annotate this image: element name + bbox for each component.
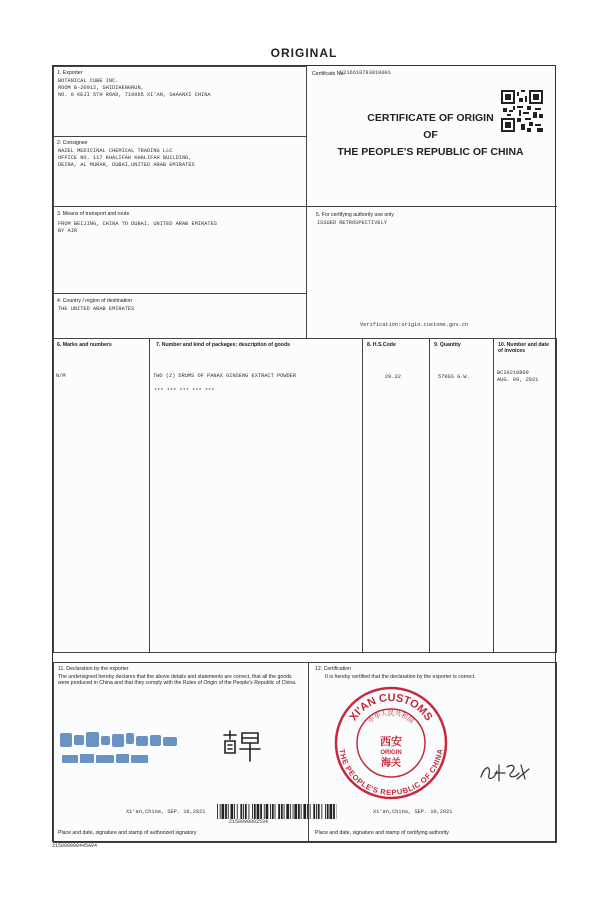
consignee-line-1: NAZEL MEDICINAL CHEMICAL TRADING LLC bbox=[58, 148, 173, 154]
certification-place-date: Xi'an,China, SEP. 10,2021 bbox=[373, 809, 453, 815]
declaration-label: 11. Declaration by the exporter bbox=[58, 666, 129, 672]
document-id: 215000000445A04 bbox=[52, 843, 98, 849]
exporter-line-3: NO. 8 KEJI 5TH ROAD, 710065 XI'AN, SHAANXI CHINA bbox=[58, 92, 211, 98]
certificate-title-line-3: THE PEOPLE'S REPUBLIC OF CHINA bbox=[337, 146, 524, 158]
exporter-box bbox=[53, 66, 307, 137]
authority-use-box bbox=[306, 206, 557, 339]
exporter-line-2: ROOM B-20912, SHIDIHENGRUN, bbox=[58, 85, 144, 91]
declaration-place-date: Xi'an,China, SEP. 10,2021 bbox=[126, 809, 206, 815]
stamp-outer-top: XI'AN CUSTOMS bbox=[347, 691, 435, 724]
transport-line-2: BY AIR bbox=[58, 228, 78, 234]
consignee-line-3: DEIRA, AL MURAR, DUBAI,UNITED ARAB EMIRATES bbox=[58, 162, 195, 168]
destination-label: 4. Country / region of destination bbox=[57, 298, 132, 304]
svg-text:中华人民共和国 bbox=[366, 708, 416, 725]
verification-url: Verification:origin.customs.gov.cn bbox=[360, 322, 469, 328]
certificate-title-line-2: OF bbox=[423, 129, 438, 141]
certification-text: It is hereby certified that the declaration by the exporter is correct. bbox=[325, 674, 476, 680]
certification-footer: Place and date, signature and stamp of certifying authority bbox=[315, 830, 449, 836]
stamp-outer-bottom: THE PEOPLE'S REPUBLIC OF CHINA bbox=[337, 748, 445, 798]
invoice-column bbox=[493, 338, 557, 653]
hs-code-column bbox=[362, 338, 430, 653]
authority-signature-icon bbox=[477, 759, 533, 785]
stamp-center-cn: 西安 bbox=[380, 735, 402, 748]
consignee-line-2: OFFICE NO. 117 KHALIFAH KHALIFAH BUILDING, bbox=[58, 155, 192, 161]
quantity-header: 9. Quantity bbox=[434, 342, 461, 348]
transport-line-1: FROM BEIJING, CHINA TO DUBAI, UNITED ARAB EMIRATES bbox=[58, 221, 217, 227]
transport-label: 3. Means of transport and route bbox=[57, 211, 130, 217]
barcode-number: 2150000002534 bbox=[229, 819, 269, 825]
authority-use-value: ISSUED RETROSPECTIVELY bbox=[317, 220, 387, 226]
certification-label: 12. Certification bbox=[315, 666, 352, 672]
certification-box bbox=[308, 662, 557, 843]
marks-value: N/M bbox=[56, 373, 66, 379]
certificate-page bbox=[52, 46, 556, 849]
destination-value: THE UNITED ARAB EMIRATES bbox=[58, 306, 135, 312]
consignee-box bbox=[53, 136, 307, 207]
company-seal-icon bbox=[58, 727, 198, 767]
exporter-label: 1. Exporter bbox=[57, 70, 83, 76]
original-header: ORIGINAL bbox=[270, 46, 338, 60]
barcode-icon bbox=[217, 804, 337, 819]
hs-code-header: 8. H.S.Code bbox=[367, 342, 396, 348]
marks-header: 6. Marks and numbers bbox=[57, 342, 112, 348]
exporter-signature-icon bbox=[220, 729, 264, 763]
declaration-text: The undersigned hereby declares that the above details and statements are correct, that all the goods were produced in China and that they comply with the Rules of Origin of the People's Republic of China. bbox=[58, 674, 297, 686]
quantity-column bbox=[429, 338, 494, 653]
certificate-frame bbox=[52, 65, 556, 842]
description-stars: *** *** *** *** *** bbox=[154, 388, 215, 394]
quantity-value: 57KGS G.W. bbox=[438, 374, 470, 380]
consignee-label: 2. Consignee bbox=[57, 140, 88, 146]
hs-code-value: 29.32 bbox=[385, 374, 401, 380]
invoice-no: BC20210809 bbox=[497, 370, 529, 376]
certificate-title-line-1: CERTIFICATE OF ORIGIN bbox=[367, 112, 494, 124]
description-value: TWO (2) DRUMS OF PANAX GINSENG EXTRACT POWDER bbox=[153, 373, 297, 379]
exporter-line-1: BOTANICAL CUBE INC. bbox=[58, 78, 119, 84]
certificate-no-value: C216610783010001 bbox=[340, 70, 391, 76]
transport-box bbox=[53, 206, 307, 294]
marks-column bbox=[53, 338, 150, 653]
certificate-no-label: Certificate No. bbox=[312, 71, 345, 77]
invoice-header: 10. Number and date of invoices bbox=[498, 342, 550, 354]
stamp-center-en: ORIGIN bbox=[380, 750, 402, 756]
stamp-inner-cn: 中华人民共和国 bbox=[366, 709, 416, 726]
authority-use-label: 5. For certifying authority use only bbox=[316, 212, 394, 218]
declaration-footer: Place and date, signature and stamp of authorized signatory bbox=[58, 830, 197, 836]
invoice-date: AUG. 09, 2021 bbox=[497, 377, 539, 383]
destination-box bbox=[53, 293, 307, 339]
description-header: 7. Number and kind of packages; description of goods bbox=[156, 342, 291, 348]
stamp-center-cn2: 海关 bbox=[381, 758, 401, 769]
customs-stamp-icon bbox=[333, 685, 449, 801]
description-column bbox=[149, 338, 363, 653]
